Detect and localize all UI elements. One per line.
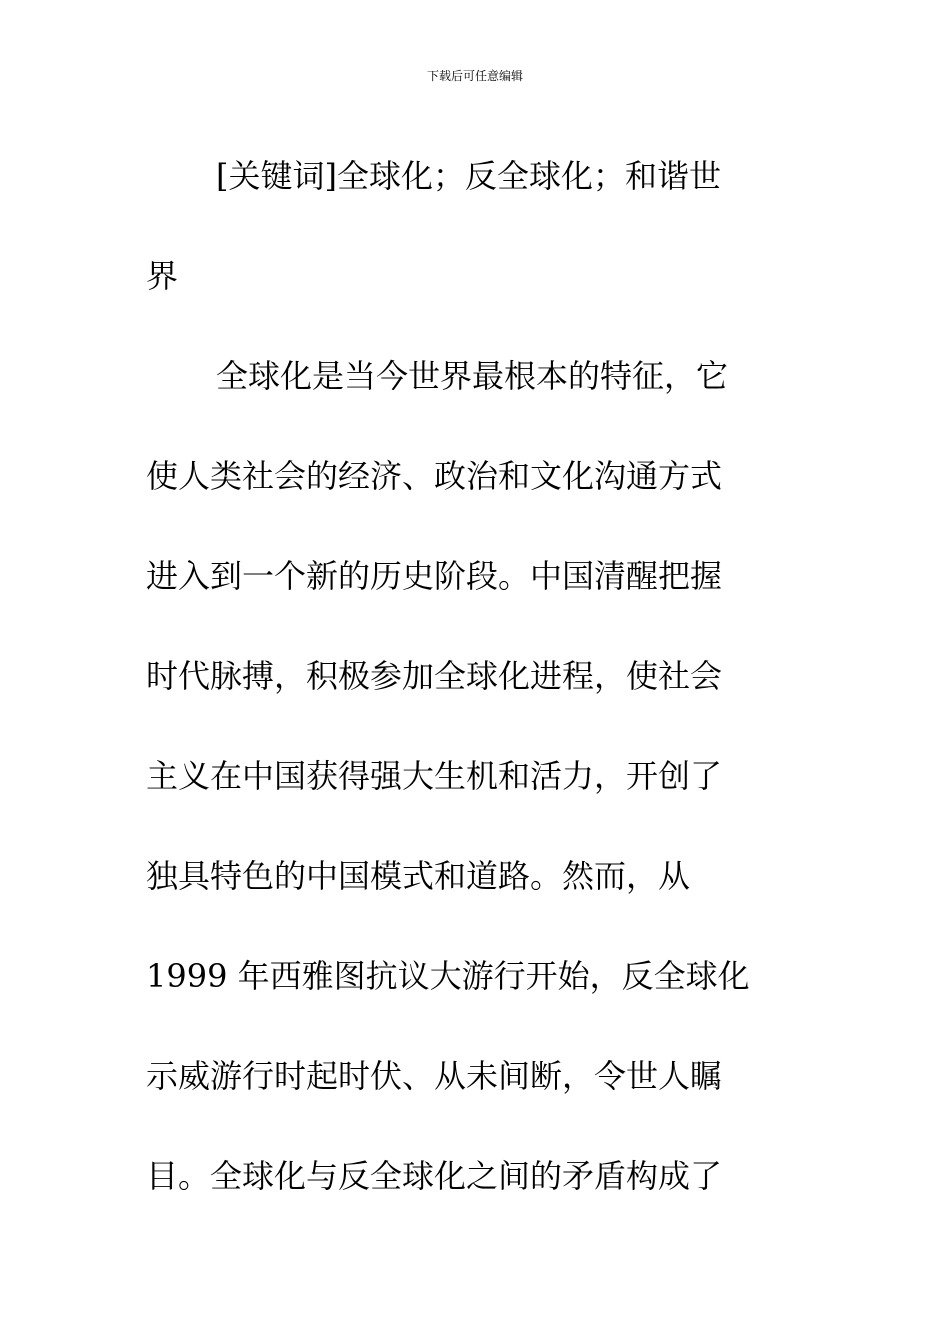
body-line: 1999 年西雅图抗议大游行开始，反全球化 xyxy=(146,957,750,995)
body-line: 使人类社会的经济、政治和文化沟通方式 xyxy=(146,457,723,495)
keywords-line: [关键词]全球化；反全球化；和谐世 xyxy=(216,157,721,195)
body-line: 时代脉搏，积极参加全球化进程，使社会 xyxy=(146,657,723,695)
keywords-line: 界 xyxy=(146,257,179,295)
body-line: 主义在中国获得强大生机和活力，开创了 xyxy=(146,757,723,795)
keywords-paragraph xyxy=(146,126,786,326)
document-body xyxy=(146,126,786,1226)
page-header-note: 下载后可任意编辑 xyxy=(426,69,523,83)
body-line: 全球化是当今世界最根本的特征，它 xyxy=(216,357,729,395)
body-line: 独具特色的中国模式和道路。然而，从 xyxy=(146,857,691,895)
body-paragraph xyxy=(146,326,786,1226)
body-line: 示威游行时起时伏、从未间断，令世人瞩 xyxy=(146,1057,723,1095)
body-line: 进入到一个新的历史阶段。中国清醒把握 xyxy=(146,557,723,595)
body-line: 目。全球化与反全球化之间的矛盾构成了 xyxy=(146,1157,723,1195)
